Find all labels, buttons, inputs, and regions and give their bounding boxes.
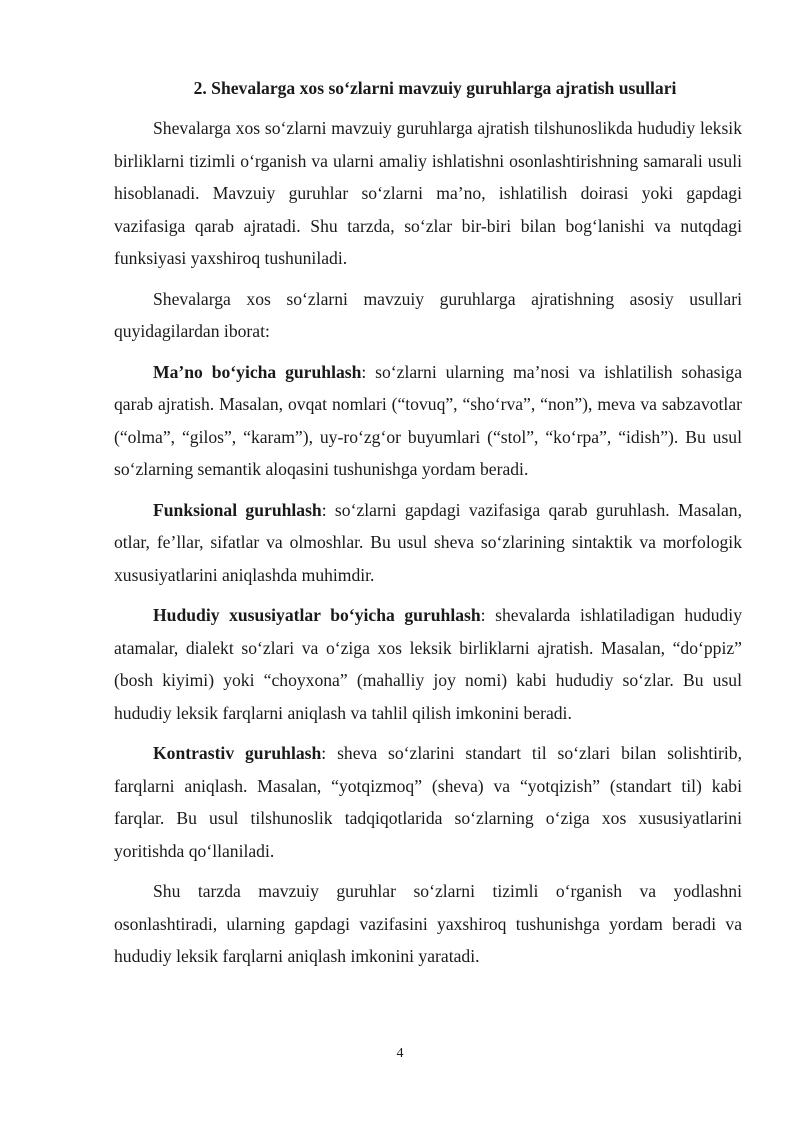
term-label: Kontrastiv guruhlash [153, 743, 322, 763]
paragraph-text: Shevalarga xos so‘zlarni mavzuiy guruhlarga ajratishning asosiy usullari quyidagilardan iborat: [114, 288, 742, 341]
paragraph-regional-grouping [114, 599, 742, 729]
page-content [114, 74, 742, 981]
paragraph-text: Shevalarga xos so‘zlarni mavzuiy guruhlarga ajratish tilshunoslikda hududiy leksik birliklarni tizimli o‘rganish va ularni amaliy ishlatishni osonlashtirishning samarali usuli hisoblanadi. Mavzuiy guruhlar so‘zlarni ma’no, ishlatilish doirasi yoki gapdagi vazifasiga qarab ajratadi. Shu tarzda, so‘zlar bir-biri bilan bog‘lanishi va nutqdagi funksiyasi yaxshiroq tushuniladi. [114, 118, 742, 268]
paragraph-contrastive-grouping [114, 737, 742, 867]
paragraph-text: : sheva so‘zlarini standart til so‘zlari bilan solishtirib, farqlarni aniqlash. Masalan, “yotqizmoq” (sheva) va “yotqizish” (standart til) kabi farqlar. Bu usul tilshunoslik tadqiqotlarida so‘zlarning o‘ziga xos xususiyatlarini yoritishda qo‘llaniladi. [114, 743, 742, 861]
term-label: Hududiy xususiyatlar bo‘yicha guruhlash [153, 605, 481, 625]
section-heading: 2. Shevalarga xos so‘zlarni mavzuiy guruhlarga ajratish usullari [193, 78, 677, 98]
term-label: Funksional guruhlash [153, 499, 322, 520]
paragraph-text: : so‘zlarni gapdagi vazifasiga qarab guruhlash. Masalan, otlar, fe’llar, sifatlar va olmoshlar. Bu usul sheva so‘zlarining sintaktik va morfologik xususiyatlarini aniqlashda muhimdir. [114, 499, 742, 585]
paragraph-intro [114, 112, 742, 275]
term-label: Ma’no bo‘yicha guruhlash [153, 361, 362, 382]
page-number: 4 [396, 1046, 404, 1061]
paragraph-conclusion [114, 875, 742, 973]
paragraph-functional-grouping [114, 494, 742, 592]
paragraph-text: : shevalarda ishlatiladigan hududiy atamalar, dialekt so‘zlari va o‘ziga xos leksik birliklarni ajratish. Masalan, “do‘ppiz” (bosh kiyimi) yoki “choyxona” (mahalliy joy nomi) kabi hududiy so‘zlar. Bu usul hududiy leksik farqlarni aniqlash va tahlil qilish imkonini beradi. [114, 605, 742, 723]
paragraph-text: Shu tarzda mavzuiy guruhlar so‘zlarni tizimli o‘rganish va yodlashni osonlashtiradi, ularning gapdagi vazifasini yaxshiroq tushunishga yordam beradi va hududiy leksik farqlarni aniqlash imkonini yaratadi. [114, 881, 742, 966]
paragraph-methods-lead [114, 283, 742, 348]
paragraph-text: : so‘zlarni ularning ma’nosi va ishlatilish sohasiga qarab ajratish. Masalan, ovqat nomlari (“tovuq”, “sho‘rva”, “non”), meva va sabzavotlar (“olma”, “gilos”, “karam”), uy-ro‘zg‘or buyumlari (“stol”, “ko‘rpa”, “idish”). Bu usul so‘zlarning semantik aloqasini tushunishga yordam beradi. [114, 361, 743, 479]
paragraph-semantic-grouping [114, 356, 742, 486]
